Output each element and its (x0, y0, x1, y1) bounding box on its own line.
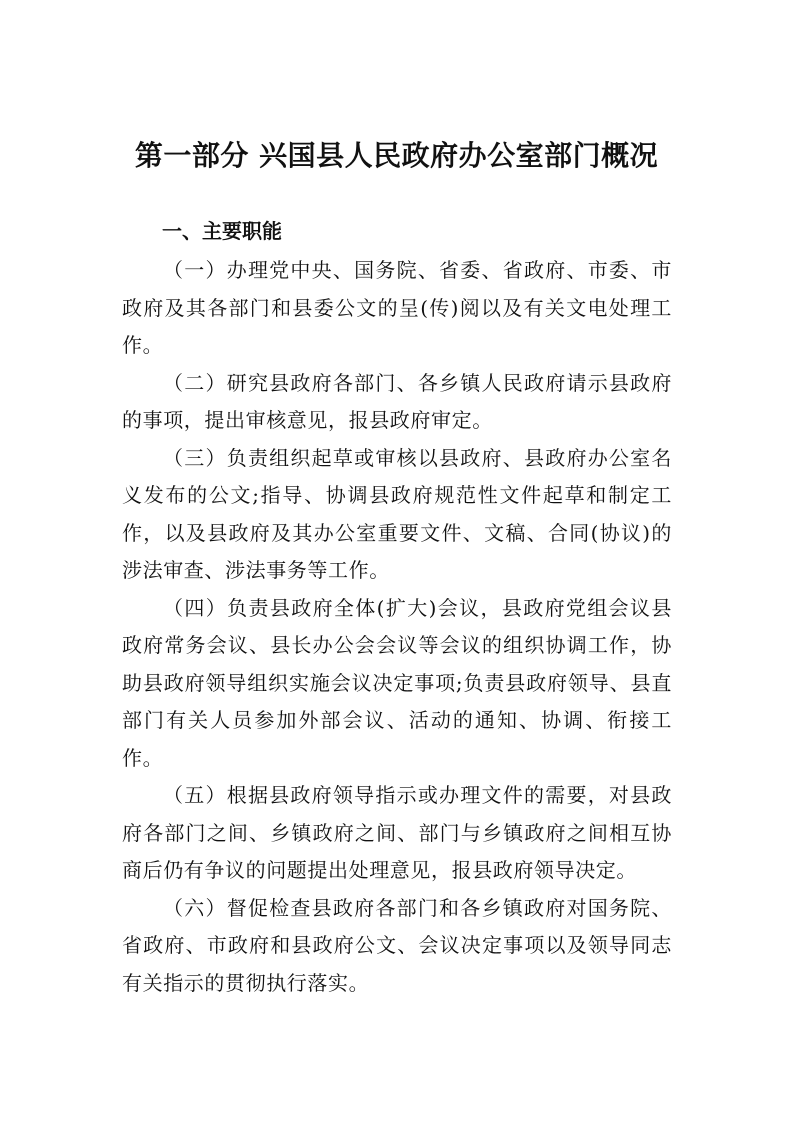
paragraph-1: （一）办理党中央、国务院、省委、省政府、市委、市政府及其各部门和县委公文的呈(传)阅以及有关文电处理工作。 (122, 258, 672, 357)
paragraph-2: （二）研究县政府各部门、各乡镇人民政府请示县政府的事项，提出审核意见，报县政府审定。 (122, 370, 672, 432)
paragraph-3: （三）负责组织起草或审核以县政府、县政府办公室名义发布的公文;指导、协调县政府规范性文件起草和制定工作，以及县政府及其办公室重要文件、文稿、合同(协议)的涉法审查、涉法事务等工作。 (122, 445, 672, 582)
paragraph-6: （六）督促检查县政府各部门和各乡镇政府对国务院、省政府、市政府和县政府公文、会议决定事项以及领导同志有关指示的贯彻执行落实。 (122, 895, 672, 995)
paragraph-5: （五）根据县政府领导指示或办理文件的需要，对县政府各部门之间、乡镇政府之间、部门与乡镇政府之间相互协商后仍有争议的问题提出处理意见，报县政府领导决定。 (122, 783, 672, 882)
page-title: 第一部分 兴国县人民政府办公室部门概况 (134, 139, 659, 172)
paragraph-4: （四）负责县政府全体(扩大)会议，县政府党组会议县政府常务会议、县长办公会会议等会议的组织协调工作，协助县政府领导组织实施会议决定事项;负责县政府领导、县直部门有关人员参加外部会议、活动的通知、协调、衔接工作。 (122, 595, 672, 770)
section-heading: 一、主要职能 (162, 219, 282, 243)
body-text (122, 252, 672, 1002)
